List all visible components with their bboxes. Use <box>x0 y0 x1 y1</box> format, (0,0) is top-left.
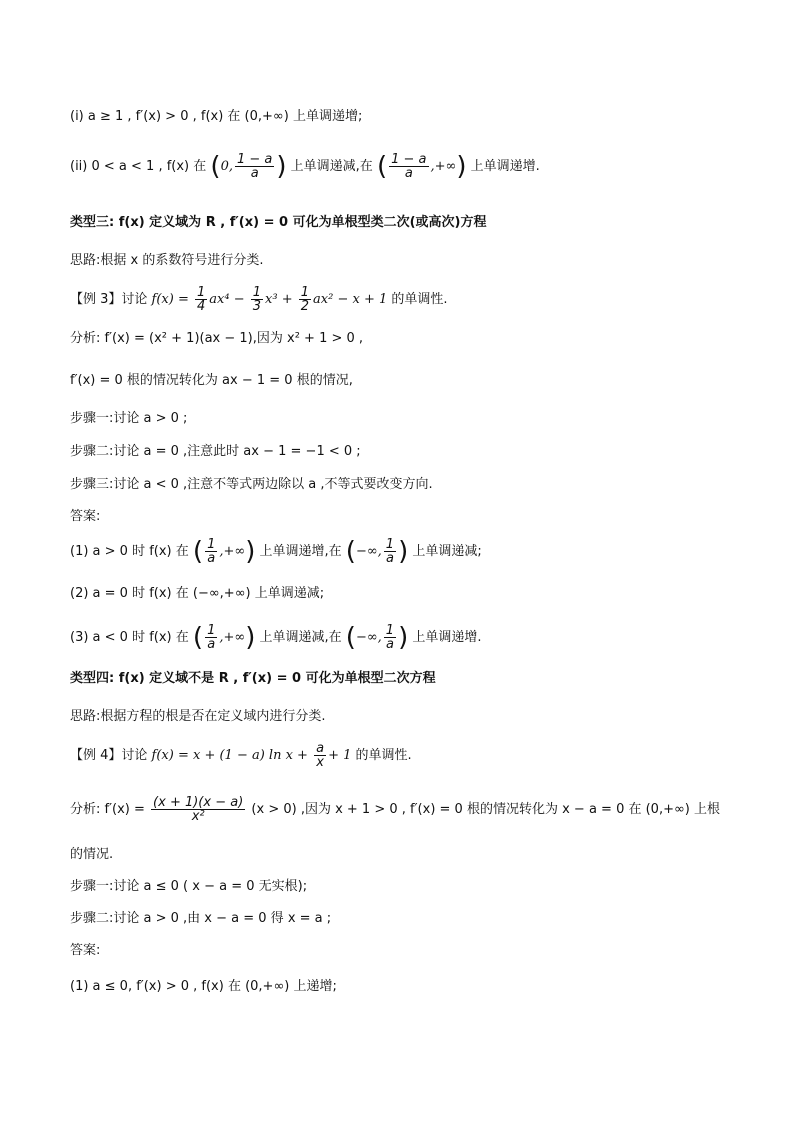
paren-open: ( <box>210 151 221 182</box>
paren-close: ) <box>245 622 256 653</box>
example4-tail: 的单调性. <box>355 748 412 763</box>
interval-plus-inf: ,+∞ <box>219 544 246 559</box>
ex4-analysis-prefix: 分析: f′(x) = <box>70 802 145 817</box>
fraction-1-over-a-2: $\frac{1}{a}$ <box>385 537 395 566</box>
case-i-line: (i) a ≥ 1 , f′(x) > 0 , f(x) 在 (0,+∞) 上单调递增; <box>70 109 363 124</box>
example3-statement <box>70 286 448 313</box>
example3-label: 【例 3】讨论 <box>70 292 148 307</box>
example3-tail: 的单调性. <box>391 292 448 307</box>
ex4-func-post: + 1 <box>328 748 352 763</box>
ex4-analysis-cont: 的情况. <box>70 847 114 862</box>
type3-idea: 思路:根据 x 的系数符号进行分类. <box>70 253 264 268</box>
ex3-analysis-1: 分析: f′(x) = (x² + 1)(ax − 1),因为 x² + 1 > 0 , <box>70 331 364 346</box>
paren-open: ( <box>192 622 204 653</box>
interval-plus-inf: ,+∞ <box>219 630 246 645</box>
example4-statement <box>70 742 412 769</box>
ex3-answer-3-middle: 上单调递减,在 <box>259 630 342 645</box>
ex3-term1: ax⁴ − <box>209 292 245 307</box>
interval-minus-inf: −∞, <box>355 544 382 559</box>
fraction-1-minus-a-over-a: $\frac{1 - a}{a}$ <box>236 152 273 181</box>
paren-close: ) <box>245 536 256 567</box>
case-ii-prefix: (ii) 0 < a < 1 , f(x) 在 <box>70 159 207 174</box>
ex3-step3: 步骤三:讨论 a < 0 ,注意不等式两边除以 a ,不等式要改变方向. <box>70 477 433 492</box>
fraction-1-over-a: $\frac{1}{a}$ <box>207 537 216 566</box>
ex3-answer-3-prefix: (3) a < 0 时 f(x) 在 <box>70 630 189 645</box>
ex3-step2: 步骤二:讨论 a = 0 ,注意此时 ax − 1 = −1 < 0 ; <box>70 444 361 459</box>
ex3-answer-1-prefix: (1) a > 0 时 f(x) 在 <box>70 544 189 559</box>
ex3-step1: 步骤一:讨论 a > 0 ; <box>70 411 188 426</box>
case-ii-end: 上单调递增. <box>470 159 540 174</box>
ex4-analysis <box>70 796 720 823</box>
paren-close: ) <box>398 536 409 567</box>
ex3-answer-3-end: 上单调递增. <box>412 630 482 645</box>
ex3-term3: ax² − x + 1 <box>313 292 388 307</box>
case-ii-line <box>70 153 540 180</box>
paren-open: ( <box>345 622 356 653</box>
paren-open: ( <box>376 151 388 182</box>
fraction-one-third: $\frac{1}{3}$ <box>252 285 262 314</box>
fraction-1-over-a-3: $\frac{1}{a}$ <box>207 623 216 652</box>
interval-left: 0, <box>220 159 233 174</box>
ex4-answer-1: (1) a ≤ 0, f′(x) > 0 , f(x) 在 (0,+∞) 上递增; <box>70 979 337 994</box>
example4-label: 【例 4】讨论 <box>70 748 148 763</box>
ex3-answer-label: 答案: <box>70 509 101 524</box>
interval-minus-inf: −∞, <box>355 630 382 645</box>
ex3-answer-1 <box>70 538 482 565</box>
interval-right: ,+∞ <box>430 159 457 174</box>
ex3-answer-1-end: 上单调递减; <box>412 544 482 559</box>
ex4-analysis-rest: (x > 0) ,因为 x + 1 > 0 , f′(x) = 0 根的情况转化为 x − a = 0 在 (0,+∞) 上根 <box>251 802 720 817</box>
ex3-answer-1-middle: 上单调递增,在 <box>259 544 342 559</box>
fraction-one-quarter: $\frac{1}{4}$ <box>197 285 206 314</box>
type3-heading: 类型三: f(x) 定义域为 R , f′(x) = 0 可化为单根型类二次(或高次)方程 <box>70 215 487 230</box>
paren-close: ) <box>398 622 409 653</box>
fraction-1-minus-a-over-a-2: $\frac{1 - a}{a}$ <box>391 152 427 181</box>
paren-close: ) <box>456 151 467 182</box>
ex3-answer-3 <box>70 624 482 651</box>
fraction-derivative: $\frac{(x + 1)(x - a)}{\text{x²}}$ <box>153 795 244 824</box>
paren-open: ( <box>192 536 204 567</box>
ex4-answer-label: 答案: <box>70 943 101 958</box>
ex3-answer-2: (2) a = 0 时 f(x) 在 (−∞,+∞) 上单调递减; <box>70 586 325 601</box>
fraction-a-over-x: $\frac{a}{x}$ <box>316 741 325 770</box>
ex4-func-pre: f(x) = x + (1 − a) ln x + <box>151 748 308 763</box>
fraction-one-half: $\frac{1}{2}$ <box>300 285 310 314</box>
ex3-analysis-2: f′(x) = 0 根的情况转化为 ax − 1 = 0 根的情况, <box>70 373 353 388</box>
ex3-func-pre: f(x) = <box>151 292 189 307</box>
paren-close: ) <box>276 151 287 182</box>
paren-open: ( <box>345 536 356 567</box>
fraction-1-over-a-4: $\frac{1}{a}$ <box>385 623 395 652</box>
type4-heading: 类型四: f(x) 定义域不是 R , f′(x) = 0 可化为单根型二次方程 <box>70 671 436 686</box>
case-ii-middle: 上单调递减,在 <box>290 159 373 174</box>
ex4-step1: 步骤一:讨论 a ≤ 0 ( x − a = 0 无实根); <box>70 879 308 894</box>
ex3-term2: x³ + <box>265 292 293 307</box>
ex4-step2: 步骤二:讨论 a > 0 ,由 x − a = 0 得 x = a ; <box>70 911 332 926</box>
type4-idea: 思路:根据方程的根是否在定义域内进行分类. <box>70 709 326 724</box>
